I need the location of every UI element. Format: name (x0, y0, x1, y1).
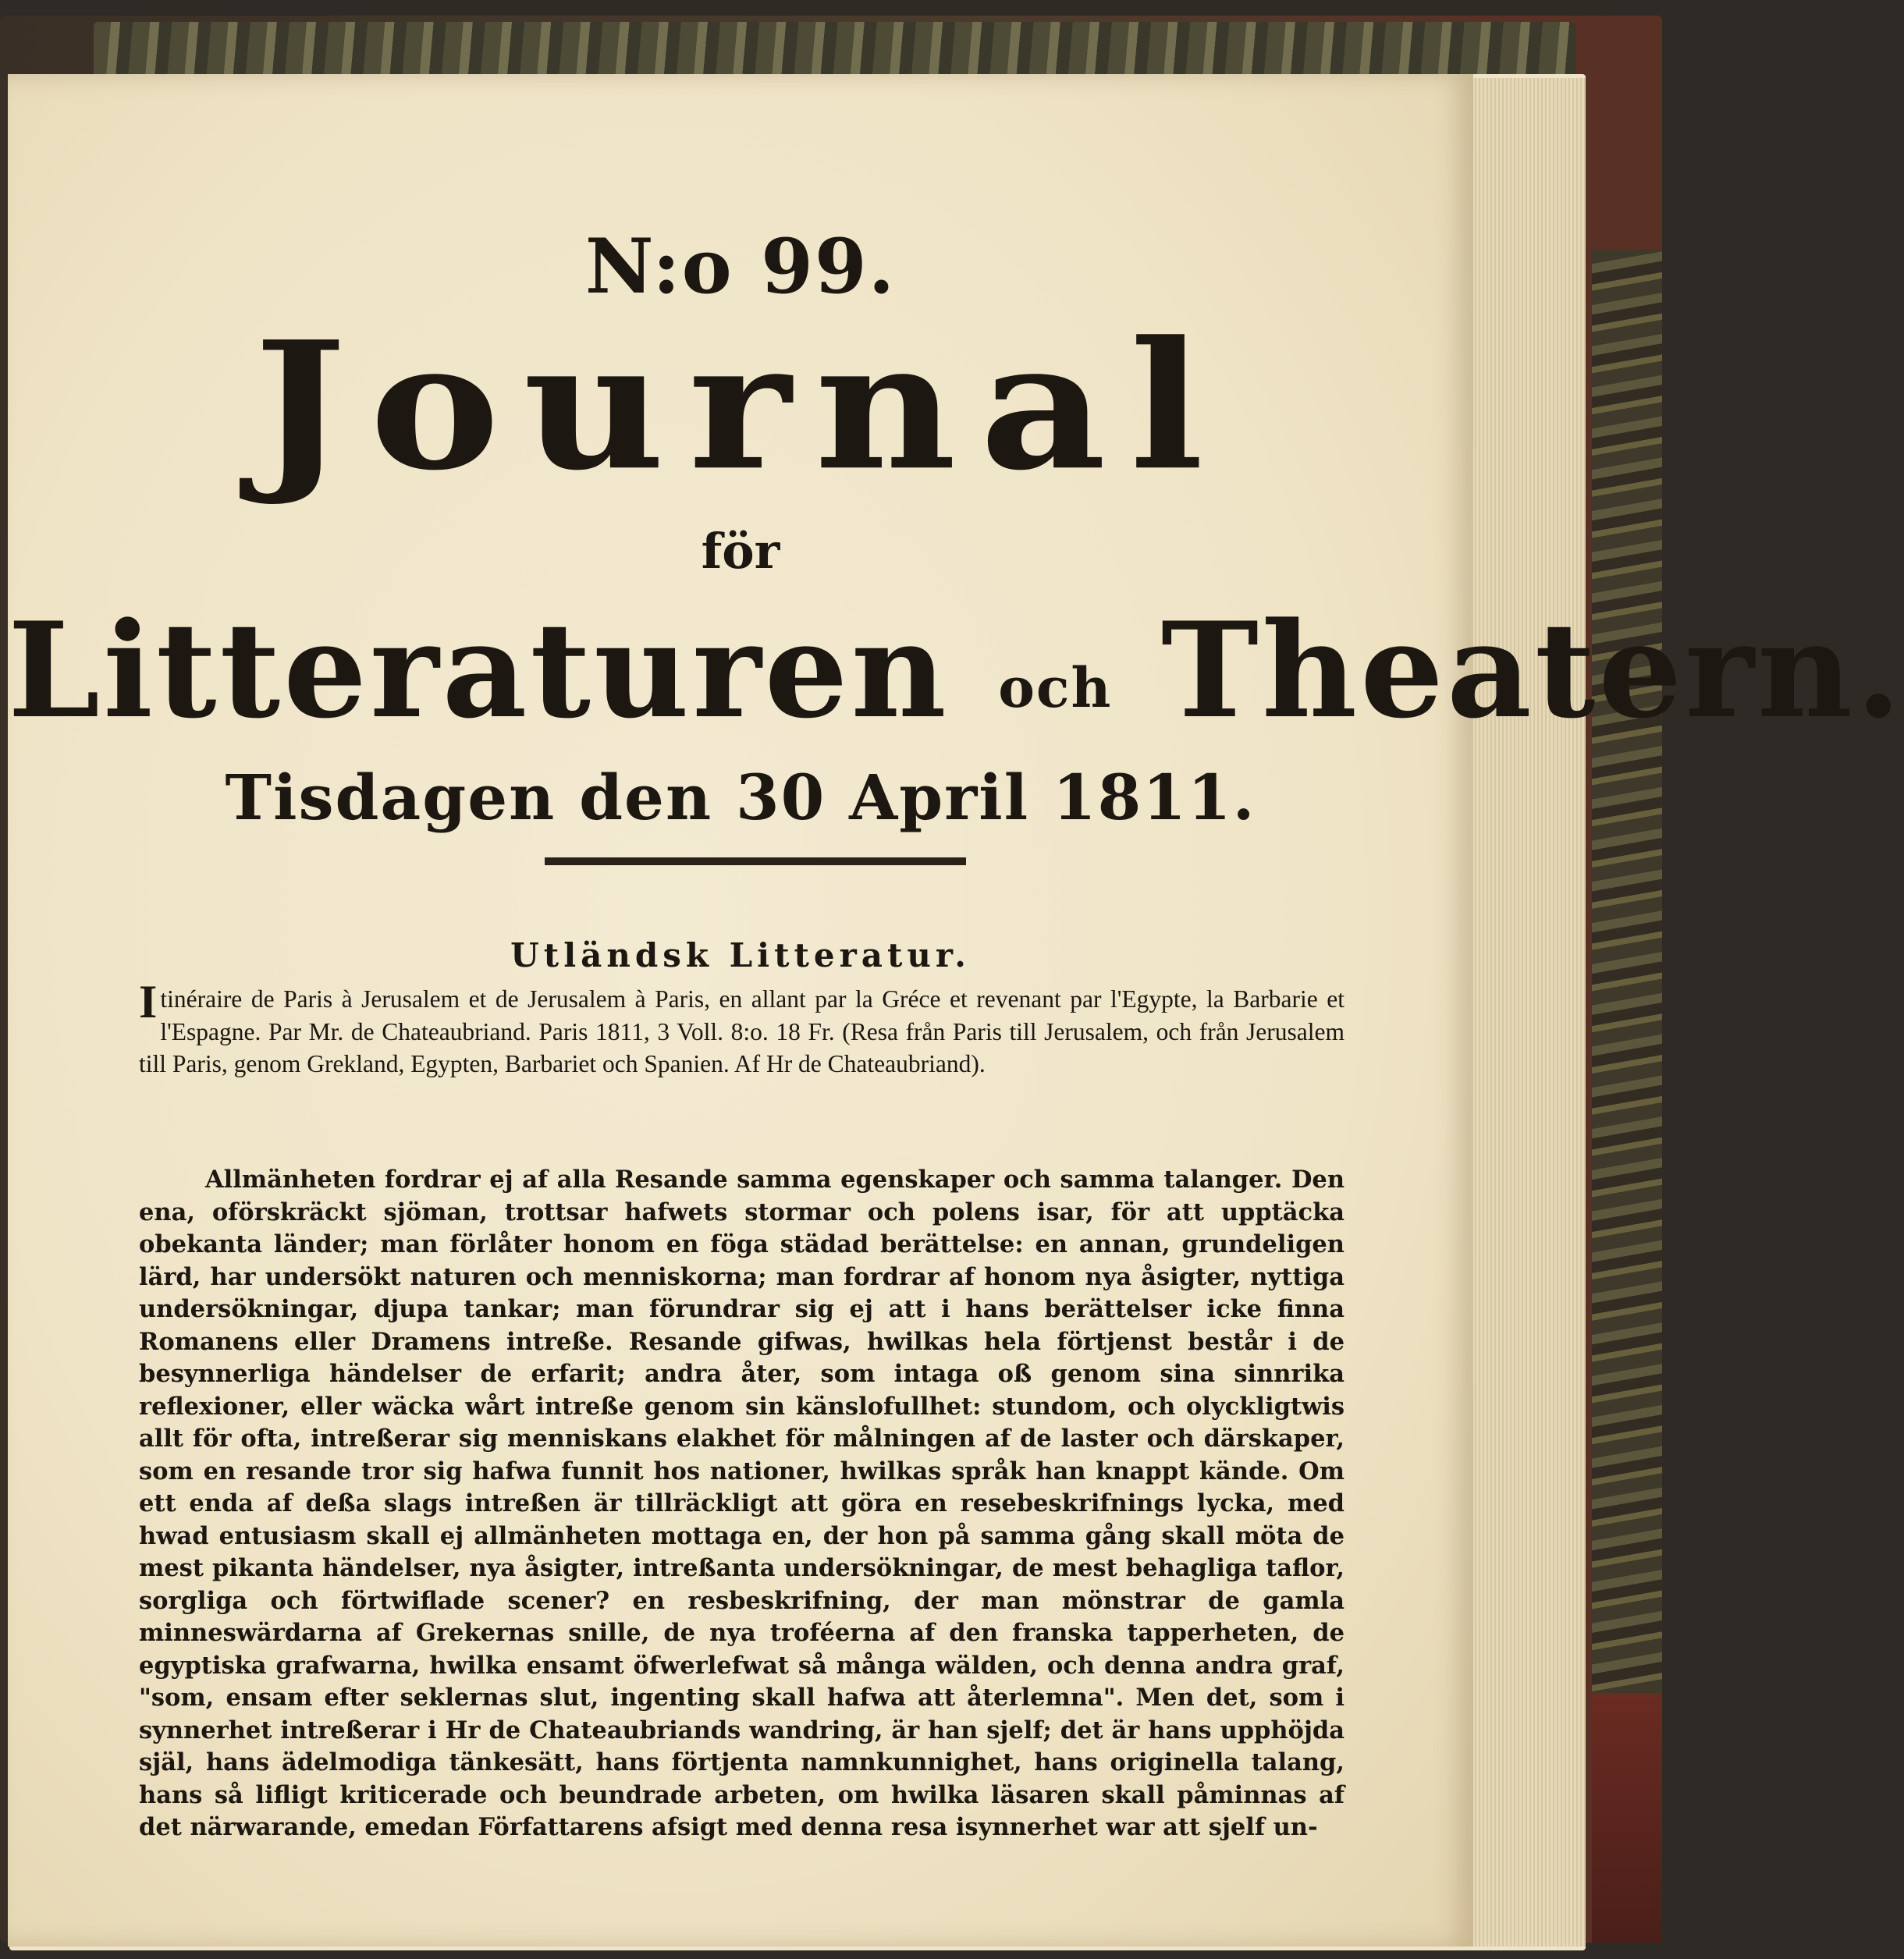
issue-date: Tisdagen den 30 April 1811. (225, 761, 1256, 834)
marbled-top-edge (94, 22, 1576, 76)
journal-title: Journal (254, 302, 1227, 509)
citation-text: tinéraire de Paris à Jerusalem et de Jerusalem à Paris, en allant par la Gréce et revenant par l'Egypte, la Barbarie et l'Espagne. Par Mr. de Chateaubriand. Paris 1811, 3 Voll. 8:o. 18 Fr. (Resa från Paris till Jerusalem, och från Jerusalem till Paris, genom Grekland, Egypten, Barbariet och Spanien. Af Hr de Chateaubriand). (139, 985, 1345, 1077)
subtitle-part-literature: Litteraturen (8, 593, 950, 747)
title-rule (545, 857, 966, 865)
subtitle-part-theatre: Theatern. (1160, 593, 1904, 747)
subtitle-connector: och (998, 655, 1113, 720)
section-heading: Utländsk Litteratur. (510, 936, 971, 974)
leather-spine-corner (1592, 1693, 1662, 1943)
marbled-binding-edge (1592, 250, 1662, 1732)
title-for: för (701, 523, 780, 580)
article-body: Allmänheten fordrar ej af alla Resande samma egenskaper och samma talanger. Den ena, oförskräckt sjöman, trottsar hafwets stormar och polens isar, för att upptäcka obekanta länder; man förlåter honom en föga städad berättelse: en annan, grundeligen lärd, har undersökt naturen och menniskorna; man fordrar af honom nya åsigter, nyttiga undersökningar, djupa tankar; man förundrar sig ej att i hans berättelser icke finna Romanens eller Dramens intreße. Resande gifwas, hwilkas hela förtjenst består i de besynnerliga händelser de erfarit; andra åter, som intaga oß genom sina sinnrika reflexioner, eller wäcka wårt intreße genom sin känslofullhet: stundom, och olyckligtwis allt för ofta, intreßerar sig menniskans elakhet för målningen af de laster och därskaper, som en resande tror sig hafwa funnit hos nationer, hwilkas språk han knappt kände. Om ett enda af deßa slags intreßen är tillräckligt att göra en resebeskrifnings lycka, med hwad entusiasm skall ej allmänheten mottaga en, der hon på samma gång skall möta de mest pikanta händelser, nya åsigter, intreßanta undersökningar, de mest behagliga taflor, sorgliga och förtwiflade scener? en resbeskrifning, der man mönstrar de gamla minneswärdarna af Grekernas snille, de nya troféerna af den franska tapperheten, de egyptiska grafwarna, hwilka ensamt öfwerlefwat så många wälden, och denna andra graf, "som, ensam efter seklernas slut, ingenting skall hafwa att återlemna". Men det, som i synnerhet intreßerar i Hr de Chateaubriands wandring, är han sjelf; det är hans upphöjda själ, hans ädelmodiga tänkesätt, hans förtjenta namnkunnighet, hans originella talang, hans så lifligt kriticerade och beundrade arbeten, om hwilka läsaren skall påminnas af det närwarande, emedan Författarens afsigt med denna resa isynnerhet war att sjelf un- (139, 1166, 1345, 1841)
printed-page (8, 74, 1904, 1947)
issue-number: N:o 99. (584, 222, 897, 311)
page-stack-edges (1467, 78, 1586, 1947)
journal-subtitle (8, 593, 1904, 747)
book-citation (139, 976, 1345, 1081)
drop-cap: I (139, 976, 158, 1027)
